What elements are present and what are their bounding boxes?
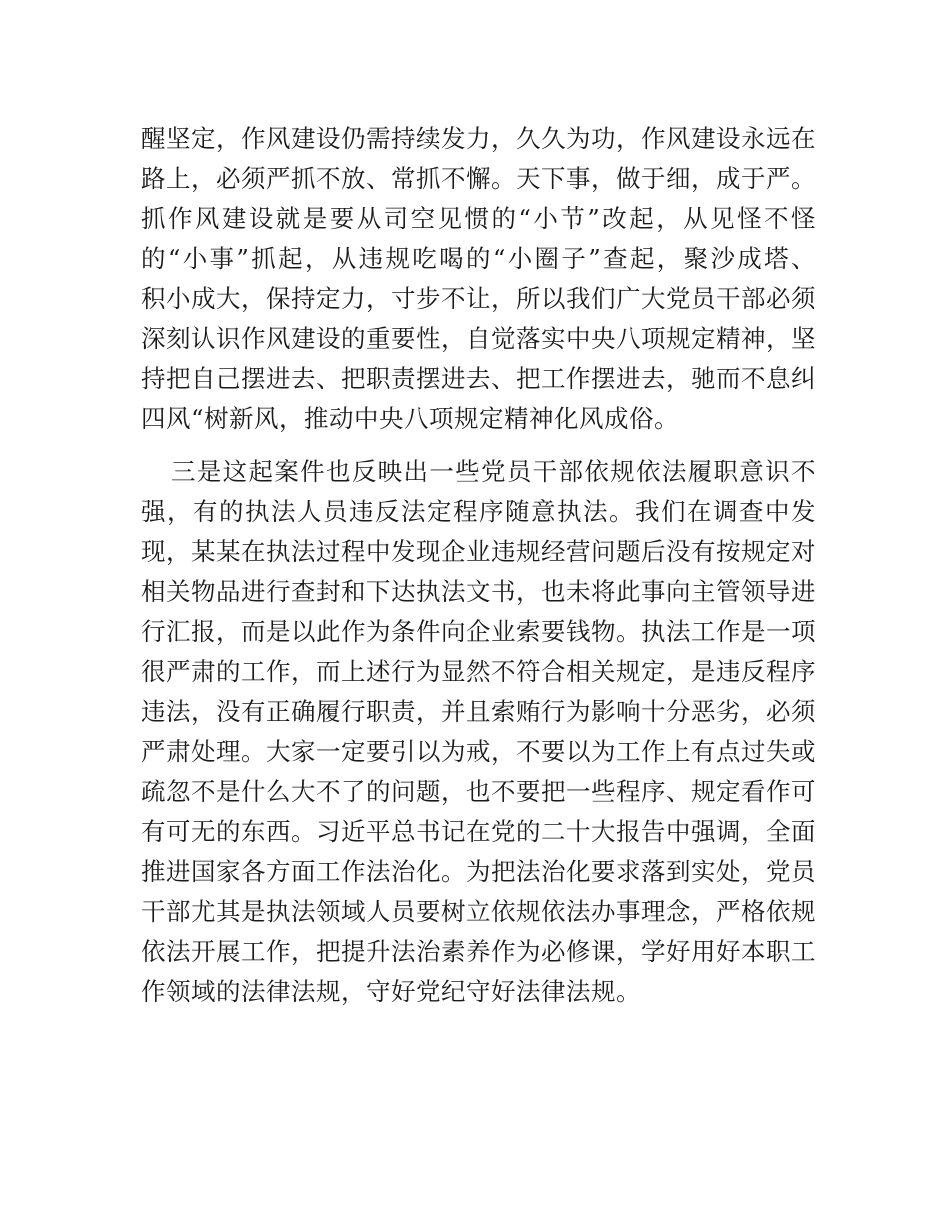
paragraph-line: 的“小事”抓起，从违规吃喝的“小圈子”查起，聚沙成塔、: [141, 244, 816, 273]
paragraph-line: 积小成大，保持定力，寸步不让，所以我们广大党员干部必须: [141, 284, 816, 313]
paragraph-line: 四风“树新风，推动中央八项规定精神化风成俗。: [141, 404, 680, 433]
paragraph-line: 推进国家各方面工作法治化。为把法治化要求落到实处，党员: [141, 857, 816, 886]
paragraph-line: 有可无的东西。习近平总书记在党的二十大报告中强调，全面: [141, 817, 816, 846]
paragraph-line: 依法开展工作，把提升法治素养作为必修课，学好用好本职工: [141, 937, 816, 966]
paragraph-line: 持把自己摆进去、把职责摆进去、把工作摆进去，驰而不息纠: [141, 364, 816, 393]
paragraph-line: 路上，必须严抓不放、常抓不懈。天下事，做于细，成于严。: [141, 164, 816, 193]
paragraph-line: 严肃处理。大家一定要引以为戒，不要以为工作上有点过失或: [141, 737, 816, 766]
paragraph-line: 醒坚定，作风建设仍需持续发力，久久为功，作风建设永远在: [141, 124, 816, 153]
paragraph-line: 违法，没有正确履行职责，并且索贿行为影响十分恶劣，必须: [141, 697, 816, 726]
paragraph-line: 抓作风建设就是要从司空见惯的“小节”改起，从见怪不怪: [141, 204, 816, 233]
paragraph-line: 深刻认识作风建设的重要性，自觉落实中央八项规定精神，坚: [141, 324, 816, 353]
paragraph-line: 三是这起案件也反映出一些党员干部依规依法履职意识不: [171, 457, 816, 486]
paragraph-line: 疏忽不是什么大不了的问题，也不要把一些程序、规定看作可: [141, 777, 816, 806]
paragraph-line: 强，有的执法人员违反法定程序随意执法。我们在调查中发: [141, 497, 816, 526]
paragraph-line: 现，某某在执法过程中发现企业违规经营问题后没有按规定对: [141, 537, 816, 566]
paragraph-line: 相关物品进行查封和下达执法文书，也未将此事向主管领导进: [141, 577, 816, 606]
paragraph-line: 作领域的法律法规，守好党纪守好法律法规。: [141, 977, 641, 1006]
paragraph-line: 行汇报，而是以此作为条件向企业索要钱物。执法工作是一项: [141, 617, 816, 646]
paragraph-line: 很严肃的工作，而上述行为显然不符合相关规定，是违反程序: [141, 657, 816, 686]
paragraph-line: 干部尤其是执法领域人员要树立依规依法办事理念，严格依规: [141, 897, 816, 926]
